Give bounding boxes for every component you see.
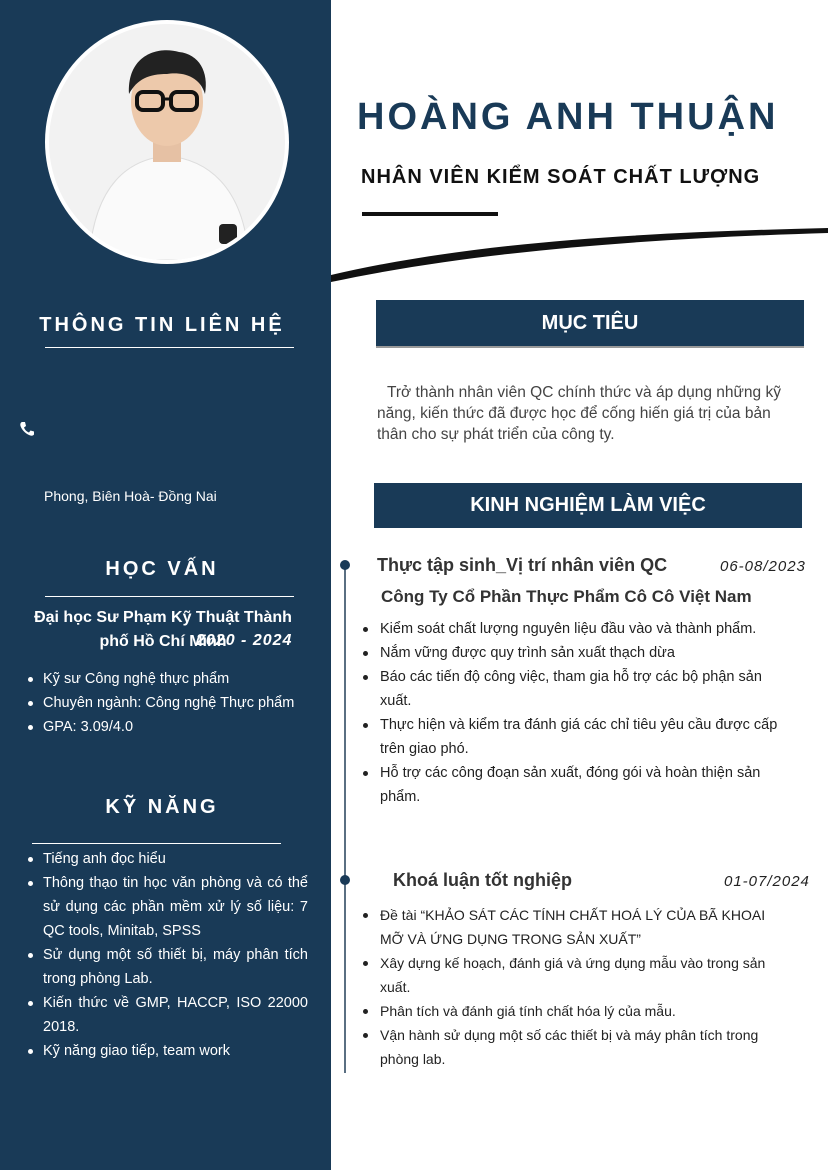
experience-header [374, 483, 802, 528]
job-title: Thực tập sinh_Vị trí nhân viên QC [377, 555, 668, 575]
objective-text: Trở thành nhân viên QC chính thức và áp dụng những kỹ năng, kiến thức đã được học để cống hiến giá trị của bản thân cho sự phát triển của công ty. [377, 384, 781, 443]
skill-item: Kiến thức về GMP, HACCP, ISO 22000 2018. [18, 991, 308, 1039]
education-item: Chuyên ngành: Công nghệ Thực phẩm [18, 691, 298, 715]
education-item: Kỹ sư Công nghệ thực phẩm [18, 667, 298, 691]
thesis-duties [360, 903, 770, 1071]
job-duties [360, 617, 780, 809]
decorative-swoosh [331, 220, 828, 285]
job-duty: Thực hiện và kiểm tra đánh giá các chỉ tiêu yêu cầu được cấp trên giao phó. [360, 713, 780, 761]
job-date: 06-08/2023 [720, 558, 806, 575]
education-list [18, 667, 298, 739]
education-years: 2020 - 2024 [196, 632, 293, 649]
job-title: Khoá luận tốt nghiệp [393, 870, 572, 890]
divider [32, 843, 281, 844]
company-name: Công Ty Cổ Phần Thực Phẩm Cô Cô Việt Nam [381, 587, 752, 606]
school-name: Đại học Sư Phạm Kỹ Thuật Thành phố Hồ Chí Minh [34, 609, 292, 650]
divider [45, 347, 294, 348]
job-duty: Hỗ trợ các công đoạn sản xuất, đóng gói và hoàn thiện sản phẩm. [360, 761, 780, 809]
person-portrait-icon [49, 24, 285, 260]
education-title: HỌC VẤN [105, 558, 219, 580]
sidebar [0, 0, 331, 1170]
candidate-position: NHÂN VIÊN KIỂM SOÁT CHẤT LƯỢNG [361, 166, 761, 188]
objective-title: MỤC TIÊU [541, 311, 639, 334]
skill-item: Kỹ năng giao tiếp, team work [18, 1039, 308, 1063]
timeline-dot [340, 560, 350, 570]
job-duty: Phân tích và đánh giá tính chất hóa lý của mẫu. [360, 999, 770, 1023]
timeline-dot [340, 875, 350, 885]
title-underline [362, 212, 498, 216]
contact-address: Phong, Biên Hoà- Đồng Nai [44, 488, 217, 504]
skills-list [18, 847, 308, 1063]
job-duty: Nắm vững được quy trình sản xuất thạch dừa [360, 641, 780, 665]
contact-title: THÔNG TIN LIÊN HỆ [39, 314, 285, 336]
job-duty: Báo các tiến độ công việc, tham gia hỗ trợ các bộ phận sản xuất. [360, 665, 780, 713]
job-date: 01-07/2024 [724, 873, 810, 890]
profile-photo [45, 20, 289, 264]
job-duty: Xây dựng kế hoạch, đánh giá và ứng dụng mẫu vào trong sản xuất. [360, 951, 770, 999]
job-duty: Kiểm soát chất lượng nguyên liệu đầu vào và thành phẩm. [360, 617, 780, 641]
candidate-name: HOÀNG ANH THUẬN [357, 96, 779, 138]
timeline-line [344, 565, 346, 1073]
skill-item: Thông thạo tin học văn phòng và có thể sử dụng các phần mềm xử lý số liệu: 7 QC tools, Minitab, SPSS [18, 871, 308, 943]
objective-header [376, 300, 804, 346]
job-duty: Vận hành sử dụng một số các thiết bị và máy phân tích trong phòng lab. [360, 1023, 770, 1071]
divider [45, 596, 294, 597]
phone-icon [19, 421, 35, 437]
skills-title: KỸ NĂNG [105, 796, 219, 818]
skill-item: Sử dụng một số thiết bị, máy phân tích trong phòng Lab. [18, 943, 308, 991]
skill-item: Tiếng anh đọc hiểu [18, 847, 308, 871]
experience-title: KINH NGHIỆM LÀM VIỆC [470, 494, 706, 516]
education-item: GPA: 3.09/4.0 [18, 715, 298, 739]
job-duty: Đề tài “KHẢO SÁT CÁC TÍNH CHẤT HOÁ LÝ CỦA BÃ KHOAI MỠ VÀ ỨNG DỤNG TRONG SẢN XUẤT” [360, 903, 770, 951]
